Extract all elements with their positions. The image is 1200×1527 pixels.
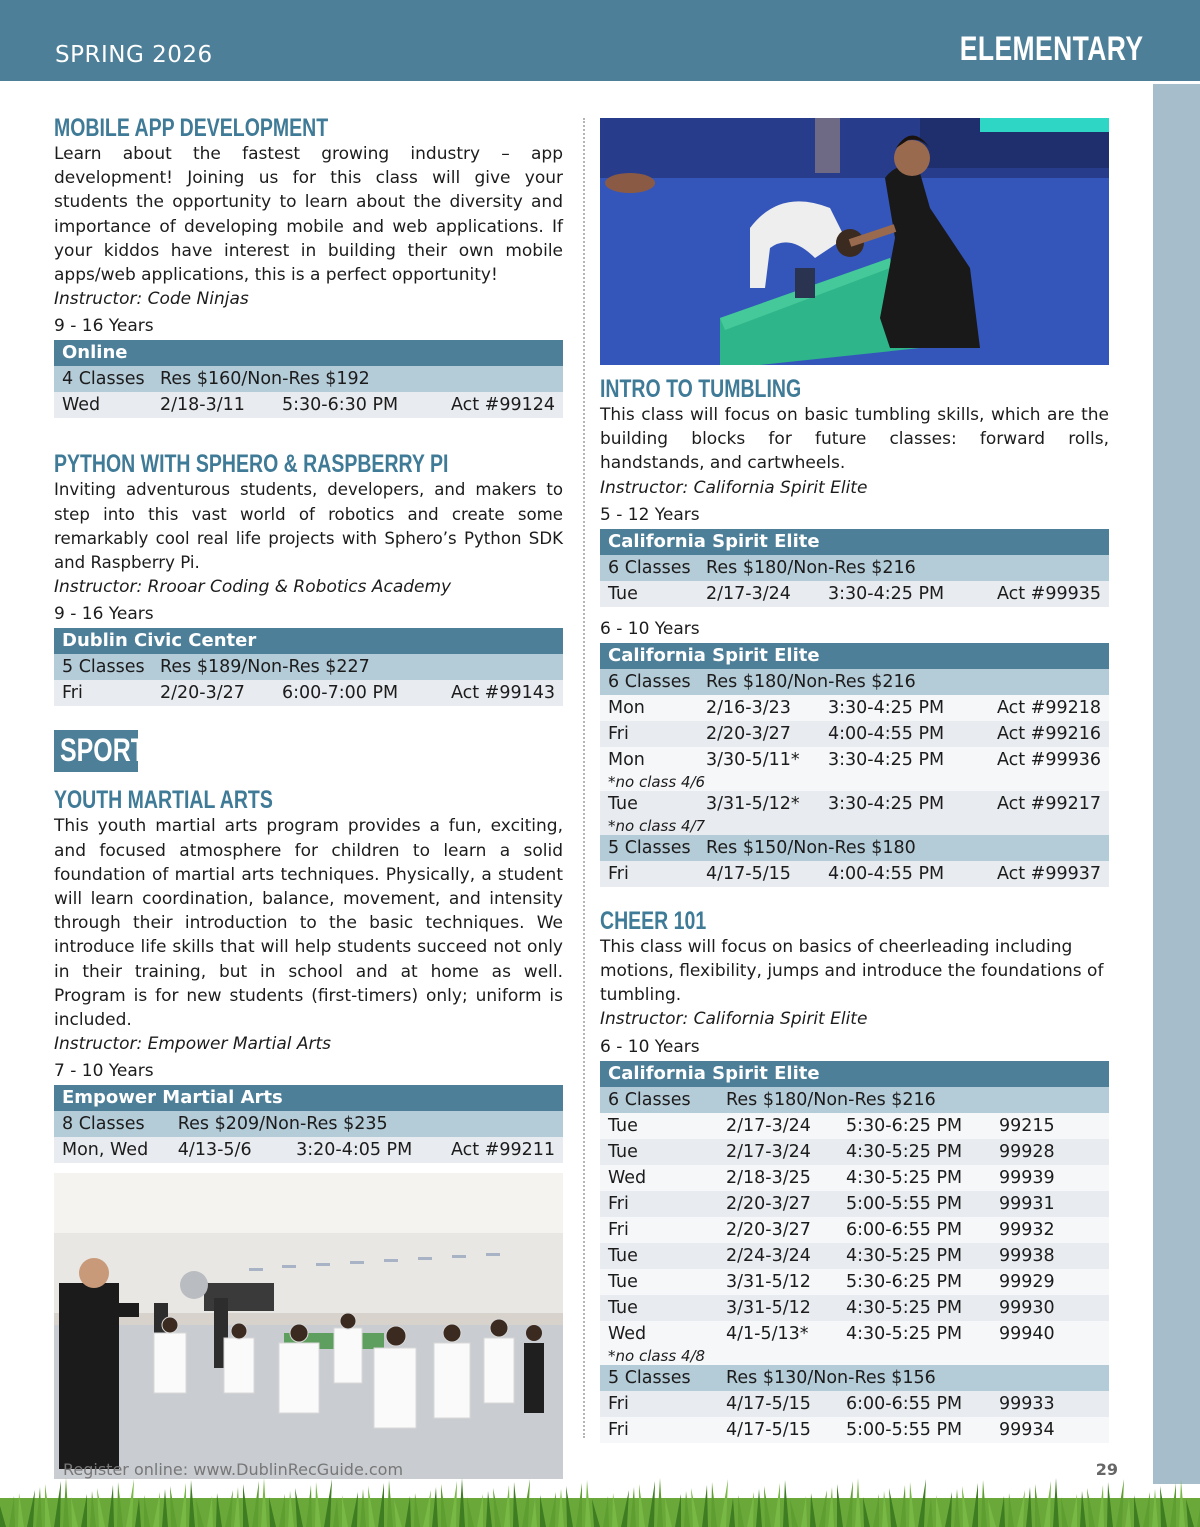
class-count: 4 Classes (54, 366, 152, 392)
day: Fri (600, 1191, 718, 1217)
instructor: Instructor: California Spirit Elite (600, 1009, 868, 1030)
activity-number: 99930 (991, 1295, 1109, 1321)
time: 5:30-6:25 PM (838, 1269, 991, 1295)
day: Wed (600, 1321, 718, 1347)
price: Res $130/Non-Res $156 (718, 1365, 1109, 1391)
price: Res $209/Non-Res $235 (170, 1111, 563, 1137)
table-row (600, 1217, 1109, 1243)
left-column (54, 114, 563, 1479)
time: 5:30-6:25 PM (838, 1113, 991, 1139)
class-count: 6 Classes (600, 1087, 718, 1113)
table-row (600, 747, 1109, 773)
price: Res $180/Non-Res $216 (698, 555, 1109, 581)
table-row (600, 1321, 1109, 1347)
activity-number: Act #99211 (443, 1137, 563, 1163)
time: 6:00-7:00 PM (274, 680, 442, 706)
right-column (600, 118, 1109, 1443)
activity-number: 99939 (991, 1165, 1109, 1191)
register-link[interactable]: Register online: www.DublinRecGuide.com (63, 1460, 404, 1479)
activity-number: Act #99124 (442, 392, 563, 418)
activity-number: 99940 (991, 1321, 1109, 1347)
age-range: 9 - 16 Years (54, 604, 154, 625)
activity-number: Act #99217 (988, 791, 1109, 817)
table-row (600, 1113, 1109, 1139)
activity-number: 99931 (991, 1191, 1109, 1217)
dates: 3/30-5/11* (698, 747, 820, 773)
dates: 3/31-5/12 (718, 1269, 838, 1295)
page-number: 29 (1095, 1460, 1118, 1479)
table-row (54, 392, 563, 418)
class-title: YOUTH MARTIAL ARTS (54, 786, 273, 815)
dates: 2/16-3/23 (698, 695, 820, 721)
instructor: Instructor: California Spirit Elite (600, 477, 868, 498)
location: Dublin Civic Center (54, 628, 563, 654)
dates: 3/31-5/12* (698, 791, 820, 817)
time: 6:00-6:55 PM (838, 1217, 991, 1243)
table-row (54, 680, 563, 706)
day: Tue (600, 1295, 718, 1321)
schedule-table (54, 340, 563, 418)
day: Tue (600, 1139, 718, 1165)
section-title: ELEMENTARY (959, 30, 1143, 68)
schedule-table (600, 529, 1109, 607)
day: Fri (600, 721, 698, 747)
table-row (600, 1295, 1109, 1321)
schedule-table (54, 628, 563, 706)
table-row (600, 861, 1109, 887)
class-description: Inviting adventurous students, developers, and makers to step into this vast world of robotics and create some remarkably cool real life projects with Sphero’s Python SDK and Raspberry Pi. (54, 480, 563, 573)
time: 4:30-5:25 PM (838, 1243, 991, 1269)
dates: 4/1-5/13* (718, 1321, 838, 1347)
dates: 2/18-3/11 (152, 392, 274, 418)
day: Tue (600, 581, 698, 607)
table-row (600, 1269, 1109, 1295)
age-range: 7 - 10 Years (54, 1061, 154, 1082)
time: 4:30-5:25 PM (838, 1321, 991, 1347)
class-count: 6 Classes (600, 669, 698, 695)
table-row (600, 1243, 1109, 1269)
activity-number: 99933 (991, 1391, 1109, 1417)
activity-number: Act #99143 (442, 680, 563, 706)
class-description: This class will focus on basic tumbling skills, which are the building blocks for future classes: forward rolls, handstands, and cartwheels. (600, 405, 1109, 474)
sports-label: SPORTS (60, 732, 163, 769)
activity-number: Act #99937 (988, 861, 1109, 887)
age-range: 9 - 16 Years (54, 316, 154, 337)
price: Res $189/Non-Res $227 (152, 654, 563, 680)
price: Res $160/Non-Res $192 (152, 366, 563, 392)
instructor: Instructor: Code Ninjas (54, 289, 249, 310)
martial-arts-photo (54, 1173, 563, 1479)
table-row (600, 1417, 1109, 1443)
price: Res $180/Non-Res $216 (718, 1087, 1109, 1113)
table-row (600, 1139, 1109, 1165)
time: 5:30-6:30 PM (274, 392, 442, 418)
day: Fri (600, 1417, 718, 1443)
age-range: 5 - 12 Years (600, 504, 700, 525)
dates: 2/17-3/24 (698, 581, 820, 607)
dates: 2/24-3/24 (718, 1243, 838, 1269)
activity-number: 99938 (991, 1243, 1109, 1269)
no-class-note: *no class 4/8 (600, 1347, 1109, 1365)
age-range: 6 - 10 Years (600, 618, 700, 639)
activity-number: 99934 (991, 1417, 1109, 1443)
dates: 2/18-3/25 (718, 1165, 838, 1191)
price: Res $180/Non-Res $216 (698, 669, 1109, 695)
time: 3:30-4:25 PM (820, 695, 988, 721)
class-count: 5 Classes (600, 835, 698, 861)
class-description: This youth martial arts program provides a fun, exciting, and focused atmosphere for children to learn a solid foundation of martial arts techniques. Physically, a student will learn coordination, balance, movement, and intensity through their introduction to the basic techniques. We introduce life skills that will help students succeed not only in their training, but in school and at home as well. Program is for new students (first-timers) only; uniform is included. (54, 816, 563, 1031)
dates: 4/17-5/15 (698, 861, 820, 887)
cheer-section (600, 907, 1109, 1443)
python-section (54, 450, 563, 706)
time: 4:30-5:25 PM (838, 1295, 991, 1321)
schedule-table (600, 1061, 1109, 1443)
class-title: CHEER 101 (600, 906, 707, 935)
table-row (600, 581, 1109, 607)
time: 4:30-5:25 PM (838, 1165, 991, 1191)
schedule-table (600, 643, 1109, 887)
time: 3:30-4:25 PM (820, 747, 988, 773)
dates: 4/13-5/6 (170, 1137, 288, 1163)
dates: 2/20-3/27 (152, 680, 274, 706)
time: 3:20-4:05 PM (288, 1137, 443, 1163)
location: California Spirit Elite (600, 529, 1109, 555)
day: Tue (600, 1113, 718, 1139)
location: California Spirit Elite (600, 643, 1109, 669)
activity-number: 99932 (991, 1217, 1109, 1243)
table-row (54, 1137, 563, 1163)
day: Fri (600, 1217, 718, 1243)
activity-number: Act #99936 (988, 747, 1109, 773)
day: Tue (600, 1269, 718, 1295)
dates: 2/17-3/24 (718, 1139, 838, 1165)
time: 5:00-5:55 PM (838, 1417, 991, 1443)
table-row (600, 695, 1109, 721)
table-row (600, 791, 1109, 817)
column-divider (583, 118, 585, 1438)
side-tab (1153, 84, 1200, 1484)
activity-number: Act #99216 (988, 721, 1109, 747)
location: California Spirit Elite (600, 1061, 1109, 1087)
dates: 2/20-3/27 (718, 1217, 838, 1243)
dates: 4/17-5/15 (718, 1391, 838, 1417)
instructor: Instructor: Rrooar Coding & Robotics Academy (54, 577, 452, 598)
class-title: MOBILE APP DEVELOPMENT (54, 114, 329, 142)
time: 6:00-6:55 PM (838, 1391, 991, 1417)
no-class-note: *no class 4/7 (600, 817, 1109, 835)
martial-arts-section (54, 786, 563, 1163)
class-count: 6 Classes (600, 555, 698, 581)
activity-number: Act #99218 (988, 695, 1109, 721)
location: Online (54, 340, 563, 366)
dates: 2/20-3/27 (718, 1191, 838, 1217)
day: Wed (600, 1165, 718, 1191)
no-class-note: *no class 4/6 (600, 773, 1109, 791)
class-description: This class will focus on basics of cheerleading including motions, flexibility, jumps and introduce the foundations of tumbling. (600, 936, 1104, 1006)
tumbling-section (600, 375, 1109, 887)
class-count: 8 Classes (54, 1111, 170, 1137)
table-row (600, 1165, 1109, 1191)
class-count: 5 Classes (600, 1365, 718, 1391)
dates: 2/17-3/24 (718, 1113, 838, 1139)
table-row (600, 1391, 1109, 1417)
location: Empower Martial Arts (54, 1085, 563, 1111)
top-banner (0, 0, 1200, 81)
day: Fri (600, 861, 698, 887)
day: Mon, Wed (54, 1137, 170, 1163)
tumbling-photo (600, 118, 1109, 365)
dates: 2/20-3/27 (698, 721, 820, 747)
dates: 4/17-5/15 (718, 1417, 838, 1443)
mobile-app-section (54, 114, 563, 418)
day: Mon (600, 747, 698, 773)
time: 3:30-4:25 PM (820, 581, 988, 607)
day: Wed (54, 392, 152, 418)
activity-number: Act #99935 (988, 581, 1109, 607)
day: Tue (600, 791, 698, 817)
day: Tue (600, 1243, 718, 1269)
time: 5:00-5:55 PM (838, 1191, 991, 1217)
day: Mon (600, 695, 698, 721)
table-row (600, 721, 1109, 747)
activity-number: 99929 (991, 1269, 1109, 1295)
table-row (600, 1191, 1109, 1217)
time: 4:00-4:55 PM (820, 721, 988, 747)
day: Fri (600, 1391, 718, 1417)
age-range: 6 - 10 Years (600, 1036, 700, 1057)
dates: 3/31-5/12 (718, 1295, 838, 1321)
class-count: 5 Classes (54, 654, 152, 680)
activity-number: 99215 (991, 1113, 1109, 1139)
class-title: INTRO TO TUMBLING (600, 375, 802, 403)
time: 3:30-4:25 PM (820, 791, 988, 817)
class-description: Learn about the fastest growing industry – app development! Joining us for this class will give your students the opportunity to learn about the diversity and importance of developing mobile and web applications. If your kiddos have interest in building their own mobile apps/web applications, this is a perfect opportunity! (54, 144, 563, 286)
day: Fri (54, 680, 152, 706)
activity-number: 99928 (991, 1139, 1109, 1165)
time: 4:00-4:55 PM (820, 861, 988, 887)
price: Res $150/Non-Res $180 (698, 835, 1109, 861)
class-title: PYTHON WITH SPHERO & RASPBERRY PI (54, 450, 449, 479)
sports-heading (54, 730, 163, 772)
season-label: SPRING 2026 (55, 42, 213, 68)
instructor: Instructor: Empower Martial Arts (54, 1034, 332, 1055)
time: 4:30-5:25 PM (838, 1139, 991, 1165)
schedule-table (54, 1085, 563, 1163)
